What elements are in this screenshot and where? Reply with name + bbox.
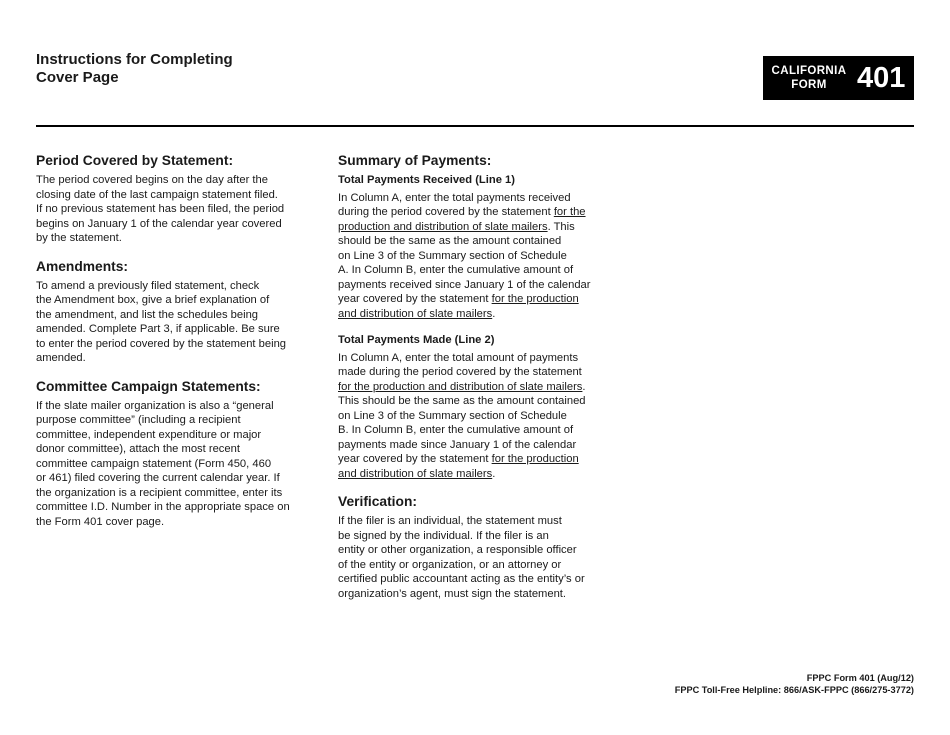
committee-heading: Committee Campaign Statements: (36, 378, 261, 394)
verification-heading: Verification: (338, 494, 417, 509)
text-line: To amend a previously filed statement, check (36, 279, 260, 292)
payments-made-block (338, 333, 613, 481)
summary-heading: Summary of Payments: (338, 153, 492, 168)
page-footer (675, 672, 914, 696)
text-fragment: year covered by the statement (338, 293, 492, 305)
underlined-phrase: production and distribution of slate mailers (338, 220, 548, 233)
text-line: by the statement. (36, 232, 122, 244)
payments-made-text (338, 351, 613, 482)
text-line: A. In Column B, enter the cumulative amount of (338, 264, 574, 276)
underlined-phrase: and distribution of slate mailers (338, 467, 493, 480)
committee-section (36, 378, 311, 530)
text-line (338, 221, 575, 233)
payments-received-text (338, 191, 613, 322)
text-line: B. In Column B, enter the cumulative amount of (338, 424, 574, 436)
page-title-line-1: Instructions for Completing (36, 51, 233, 68)
verification-text (338, 514, 613, 601)
text-line: should be the same as the amount contained (338, 235, 562, 247)
underlined-phrase: and distribution of slate mailers (338, 307, 493, 320)
text-line: In Column A, enter the total amount of payments (338, 351, 579, 364)
text-line (338, 453, 579, 465)
amendments-section (36, 258, 311, 366)
verification-section (338, 493, 613, 601)
text-fragment: . This (547, 220, 575, 233)
underlined-phrase: for the production and distribution of slate mailers (338, 380, 583, 393)
text-line: the organization is a recipient committee, enter its (36, 486, 283, 499)
page-title (36, 51, 233, 87)
form-number-badge (763, 56, 914, 100)
text-line (338, 293, 579, 305)
left-column (36, 152, 311, 541)
text-line: If the slate mailer organization is also a “general (36, 399, 274, 412)
period-heading: Period Covered by Statement: (36, 153, 234, 168)
text-fragment: . (492, 307, 496, 320)
text-line (338, 468, 495, 480)
header-divider (36, 125, 914, 127)
underlined-phrase: for the production (491, 293, 579, 305)
text-line: purpose committee” (including a recipient (36, 414, 241, 426)
text-line: to enter the period covered by the statement being (36, 337, 287, 350)
text-line: organization’s agent, must sign the statement. (338, 587, 567, 600)
middle-column (338, 152, 613, 613)
payments-made-subheading: Total Payments Made (Line 2) (338, 334, 495, 346)
text-line (338, 308, 495, 320)
text-line: the Amendment box, give a brief explanation of (36, 294, 270, 306)
text-line: donor committee), attach the most recent (36, 443, 240, 455)
text-line (338, 381, 586, 393)
text-line: the amendment, and list the schedules being (36, 308, 259, 321)
text-line: The period covered begins on the day after the (36, 174, 268, 186)
text-fragment: during the period covered by the statement (338, 206, 554, 218)
text-fragment: . (492, 467, 496, 480)
text-line: begins on January 1 of the calendar year covered (36, 217, 282, 230)
footer-form-id: FPPC Form 401 (Aug/12) (806, 673, 914, 683)
text-line: on Line 3 of the Summary section of Schedule (338, 409, 567, 422)
text-line: This should be the same as the amount contained (338, 395, 586, 407)
text-line: closing date of the last campaign statement filed. (36, 188, 278, 201)
amendments-text (36, 279, 311, 366)
underlined-phrase: for the (553, 206, 586, 218)
badge-label-line-2: FORM (791, 79, 827, 91)
text-line: made during the period covered by the statement (338, 366, 582, 378)
text-line: amended. (36, 352, 86, 364)
footer-helpline: FPPC Toll-Free Helpline: 866/ASK-FPPC (866/275-3772) (674, 685, 914, 695)
text-line: committee, independent expenditure or major (36, 428, 262, 441)
summary-section (338, 152, 613, 481)
text-line: on Line 3 of the Summary section of Schedule (338, 249, 567, 262)
text-fragment: year covered by the statement (338, 453, 492, 465)
committee-text (36, 399, 311, 530)
text-line: payments received since January 1 of the calendar (338, 278, 591, 291)
text-line: payments made since January 1 of the calendar (338, 438, 577, 451)
text-line: be signed by the individual. If the filer is an (338, 529, 549, 542)
text-fragment: . (582, 380, 586, 393)
payments-received-block (338, 173, 613, 321)
badge-label-line-1: CALIFORNIA (771, 65, 847, 77)
period-section (36, 152, 311, 246)
text-line: of the entity or organization, or an attorney or (338, 558, 562, 571)
underlined-phrase: for the production (491, 453, 579, 465)
payments-received-subheading: Total Payments Received (Line 1) (338, 174, 515, 186)
page-title-line-2: Cover Page (36, 69, 119, 86)
text-line: or 461) filed covering the current calendar year. If (36, 472, 280, 484)
badge-label (763, 64, 855, 92)
text-line: entity or other organization, a responsible officer (338, 544, 577, 556)
amendments-heading: Amendments: (36, 258, 128, 274)
period-text (36, 173, 311, 246)
text-line: If no previous statement has been filed, the period (36, 203, 285, 215)
text-line: committee I.D. Number in the appropriate space on (36, 501, 290, 513)
text-line: certified public accountant acting as the entity’s or (338, 573, 585, 585)
text-line: In Column A, enter the total payments received (338, 191, 571, 204)
text-line: the Form 401 cover page. (36, 515, 165, 528)
badge-number: 401 (857, 61, 906, 94)
text-line: committee campaign statement (Form 450, 460 (36, 457, 272, 470)
text-line: If the filer is an individual, the statement must (338, 515, 562, 527)
text-line: amended. Complete Part 3, if applicable. Be sure (36, 323, 280, 335)
text-line (338, 206, 586, 218)
